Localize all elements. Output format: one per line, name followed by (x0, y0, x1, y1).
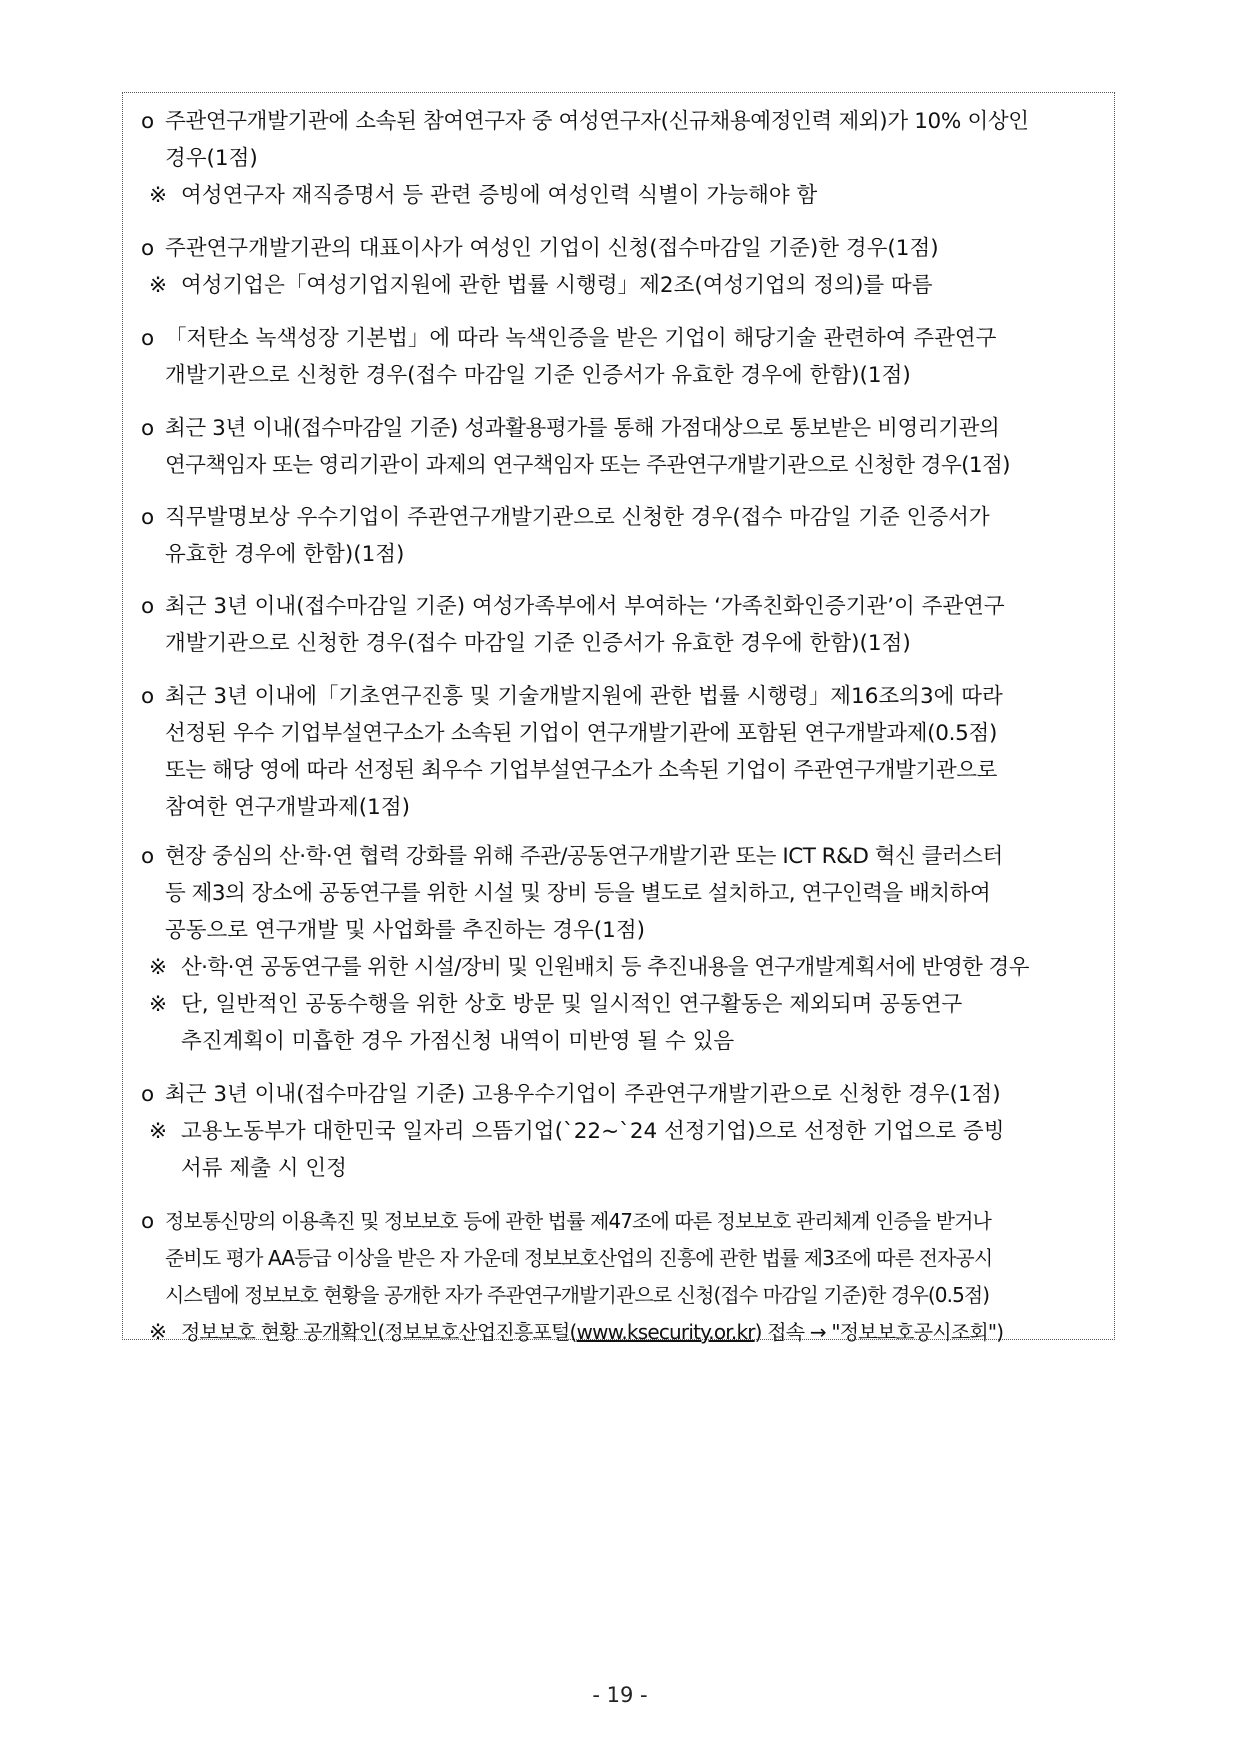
criteria-text: 개발기관으로 신청한 경우(접수 마감일 기준 인증서가 유효한 경우에 한함)(1점) (165, 631, 911, 656)
reference-note (149, 177, 1100, 214)
criteria-text: 최근 3년 이내(접수마감일 기준) 여성가족부에서 부여하는 ‘가족친화인증기관’이 주관연구 (165, 594, 1005, 619)
note-text (149, 1314, 1100, 1351)
criteria-item (141, 410, 1100, 484)
note-text: 여성기업은「여성기업지원에 관한 법률 시행령」제2조(여성기업의 정의)를 따름 (181, 273, 933, 298)
criteria-text: 경우(1점) (165, 146, 258, 171)
criteria-text: 최근 3년 이내에「기초연구진흥 및 기술개발지원에 관한 법률 시행령」제16조의3에 따라 (165, 684, 1003, 709)
criteria-item (141, 838, 1100, 949)
note-text: 추진계획이 미흡한 경우 가점신청 내역이 미반영 될 수 있음 (181, 1029, 735, 1054)
criteria-item (141, 1203, 1100, 1314)
ksecurity-link[interactable]: www.ksecurity.or.kr (576, 1320, 755, 1344)
bullet-marker: o (141, 505, 155, 530)
note-text-prefix: 정보보호 현황 공개확인(정보보호산업진흥포털( (181, 1320, 577, 1344)
criteria-text: 주관연구개발기관의 대표이사가 여성인 기업이 신청(접수마감일 기준)한 경우(1점) (165, 236, 939, 261)
criteria-text: 최근 3년 이내(접수마감일 기준) 성과활용평가를 통해 가점대상으로 통보받은 비영리기관의 (165, 416, 1000, 441)
note-marker: ※ (149, 1320, 168, 1345)
note-marker: ※ (149, 183, 168, 208)
criteria-item (141, 230, 1100, 267)
criteria-text: 유효한 경우에 한함)(1점) (165, 542, 405, 567)
criteria-text: 최근 3년 이내(접수마감일 기준) 고용우수기업이 주관연구개발기관으로 신청한 경우(1점) (165, 1082, 1001, 1107)
criteria-text: 또는 해당 영에 따라 선정된 최우수 기업부설연구소가 소속된 기업이 주관연구개발기관으로 (165, 758, 997, 783)
criteria-item (141, 588, 1100, 662)
criteria-text: 공동으로 연구개발 및 사업화를 추진하는 경우(1점) (165, 918, 646, 943)
reference-note (149, 986, 1100, 1060)
note-text-suffix: ) 접속 → "정보보호공시조회") (754, 1320, 1004, 1344)
reference-note (149, 267, 1100, 304)
note-text: 고용노동부가 대한민국 일자리 으뜸기업(`22~`24 선정기업)으로 선정한 기업으로 증빙 (181, 1119, 1005, 1144)
criteria-text: 개발기관으로 신청한 경우(접수 마감일 기준 인증서가 유효한 경우에 한함)(1점) (165, 363, 911, 388)
criteria-item (141, 499, 1100, 573)
content-box (122, 92, 1115, 1345)
criteria-text: 연구책임자 또는 영리기관이 과제의 연구책임자 또는 주관연구개발기관으로 신청한 경우(1점) (165, 453, 1010, 478)
note-text: 서류 제출 시 인정 (181, 1156, 347, 1181)
bullet-marker: o (141, 109, 155, 134)
note-text: 산·학·연 공동연구를 위한 시설/장비 및 인원배치 등 추진내용을 연구개발계획서에 반영한 경우 (181, 955, 1029, 980)
criteria-item (141, 320, 1100, 394)
criteria-text: 참여한 연구개발과제(1점) (165, 795, 410, 820)
reference-note (149, 949, 1100, 986)
note-marker: ※ (149, 992, 168, 1017)
bullet-marker: o (141, 416, 155, 441)
criteria-text: 주관연구개발기관에 소속된 참여연구자 중 여성연구자(신규채용예정인력 제외)가 10% 이상인 (165, 109, 1029, 134)
note-marker: ※ (149, 273, 168, 298)
bullet-marker: o (141, 844, 155, 869)
bullet-marker: o (141, 594, 155, 619)
bullet-marker: o (141, 684, 155, 709)
bullet-marker: o (141, 236, 155, 261)
criteria-text: 등 제3의 장소에 공동연구를 위한 시설 및 장비 등을 별도로 설치하고, 연구인력을 배치하여 (165, 881, 991, 906)
criteria-text: 현장 중심의 산·학·연 협력 강화를 위해 주관/공동연구개발기관 또는 ICT R&D 혁신 클러스터 (165, 844, 1003, 869)
reference-note (149, 1113, 1100, 1187)
criteria-text: 시스템에 정보보호 현황을 공개한 자가 주관연구개발기관으로 신청(접수 마감일 기준)한 경우(0.5점) (165, 1283, 990, 1307)
bullet-marker: o (141, 326, 155, 351)
bullet-marker: o (141, 1209, 155, 1234)
bullet-marker: o (141, 1082, 155, 1107)
note-marker: ※ (149, 1119, 168, 1144)
note-text: 여성연구자 재직증명서 등 관련 증빙에 여성인력 식별이 가능해야 함 (181, 183, 818, 208)
criteria-text: 정보통신망의 이용촉진 및 정보보호 등에 관한 법률 제47조에 따른 정보보호 관리체계 인증을 받거나 (165, 1209, 991, 1233)
criteria-text: 선정된 우수 기업부설연구소가 소속된 기업이 연구개발기관에 포함된 연구개발과제(0.5점) (165, 721, 998, 746)
reference-note (149, 1314, 1100, 1351)
note-text: 단, 일반적인 공동수행을 위한 상호 방문 및 일시적인 연구활동은 제외되며 공동연구 (181, 992, 963, 1017)
criteria-item (141, 1076, 1100, 1113)
criteria-text: 직무발명보상 우수기업이 주관연구개발기관으로 신청한 경우(접수 마감일 기준 인증서가 (165, 505, 990, 530)
criteria-item (141, 678, 1100, 826)
note-marker: ※ (149, 955, 168, 980)
criteria-text: 준비도 평가 AA등급 이상을 받은 자 가운데 정보보호산업의 진흥에 관한 법률 제3조에 따른 전자공시 (165, 1246, 993, 1270)
criteria-item (141, 103, 1100, 177)
page-number: - 19 - (592, 1683, 648, 1707)
criteria-text: 「저탄소 녹색성장 기본법」에 따라 녹색인증을 받은 기업이 해당기술 관련하여 주관연구 (165, 326, 997, 351)
